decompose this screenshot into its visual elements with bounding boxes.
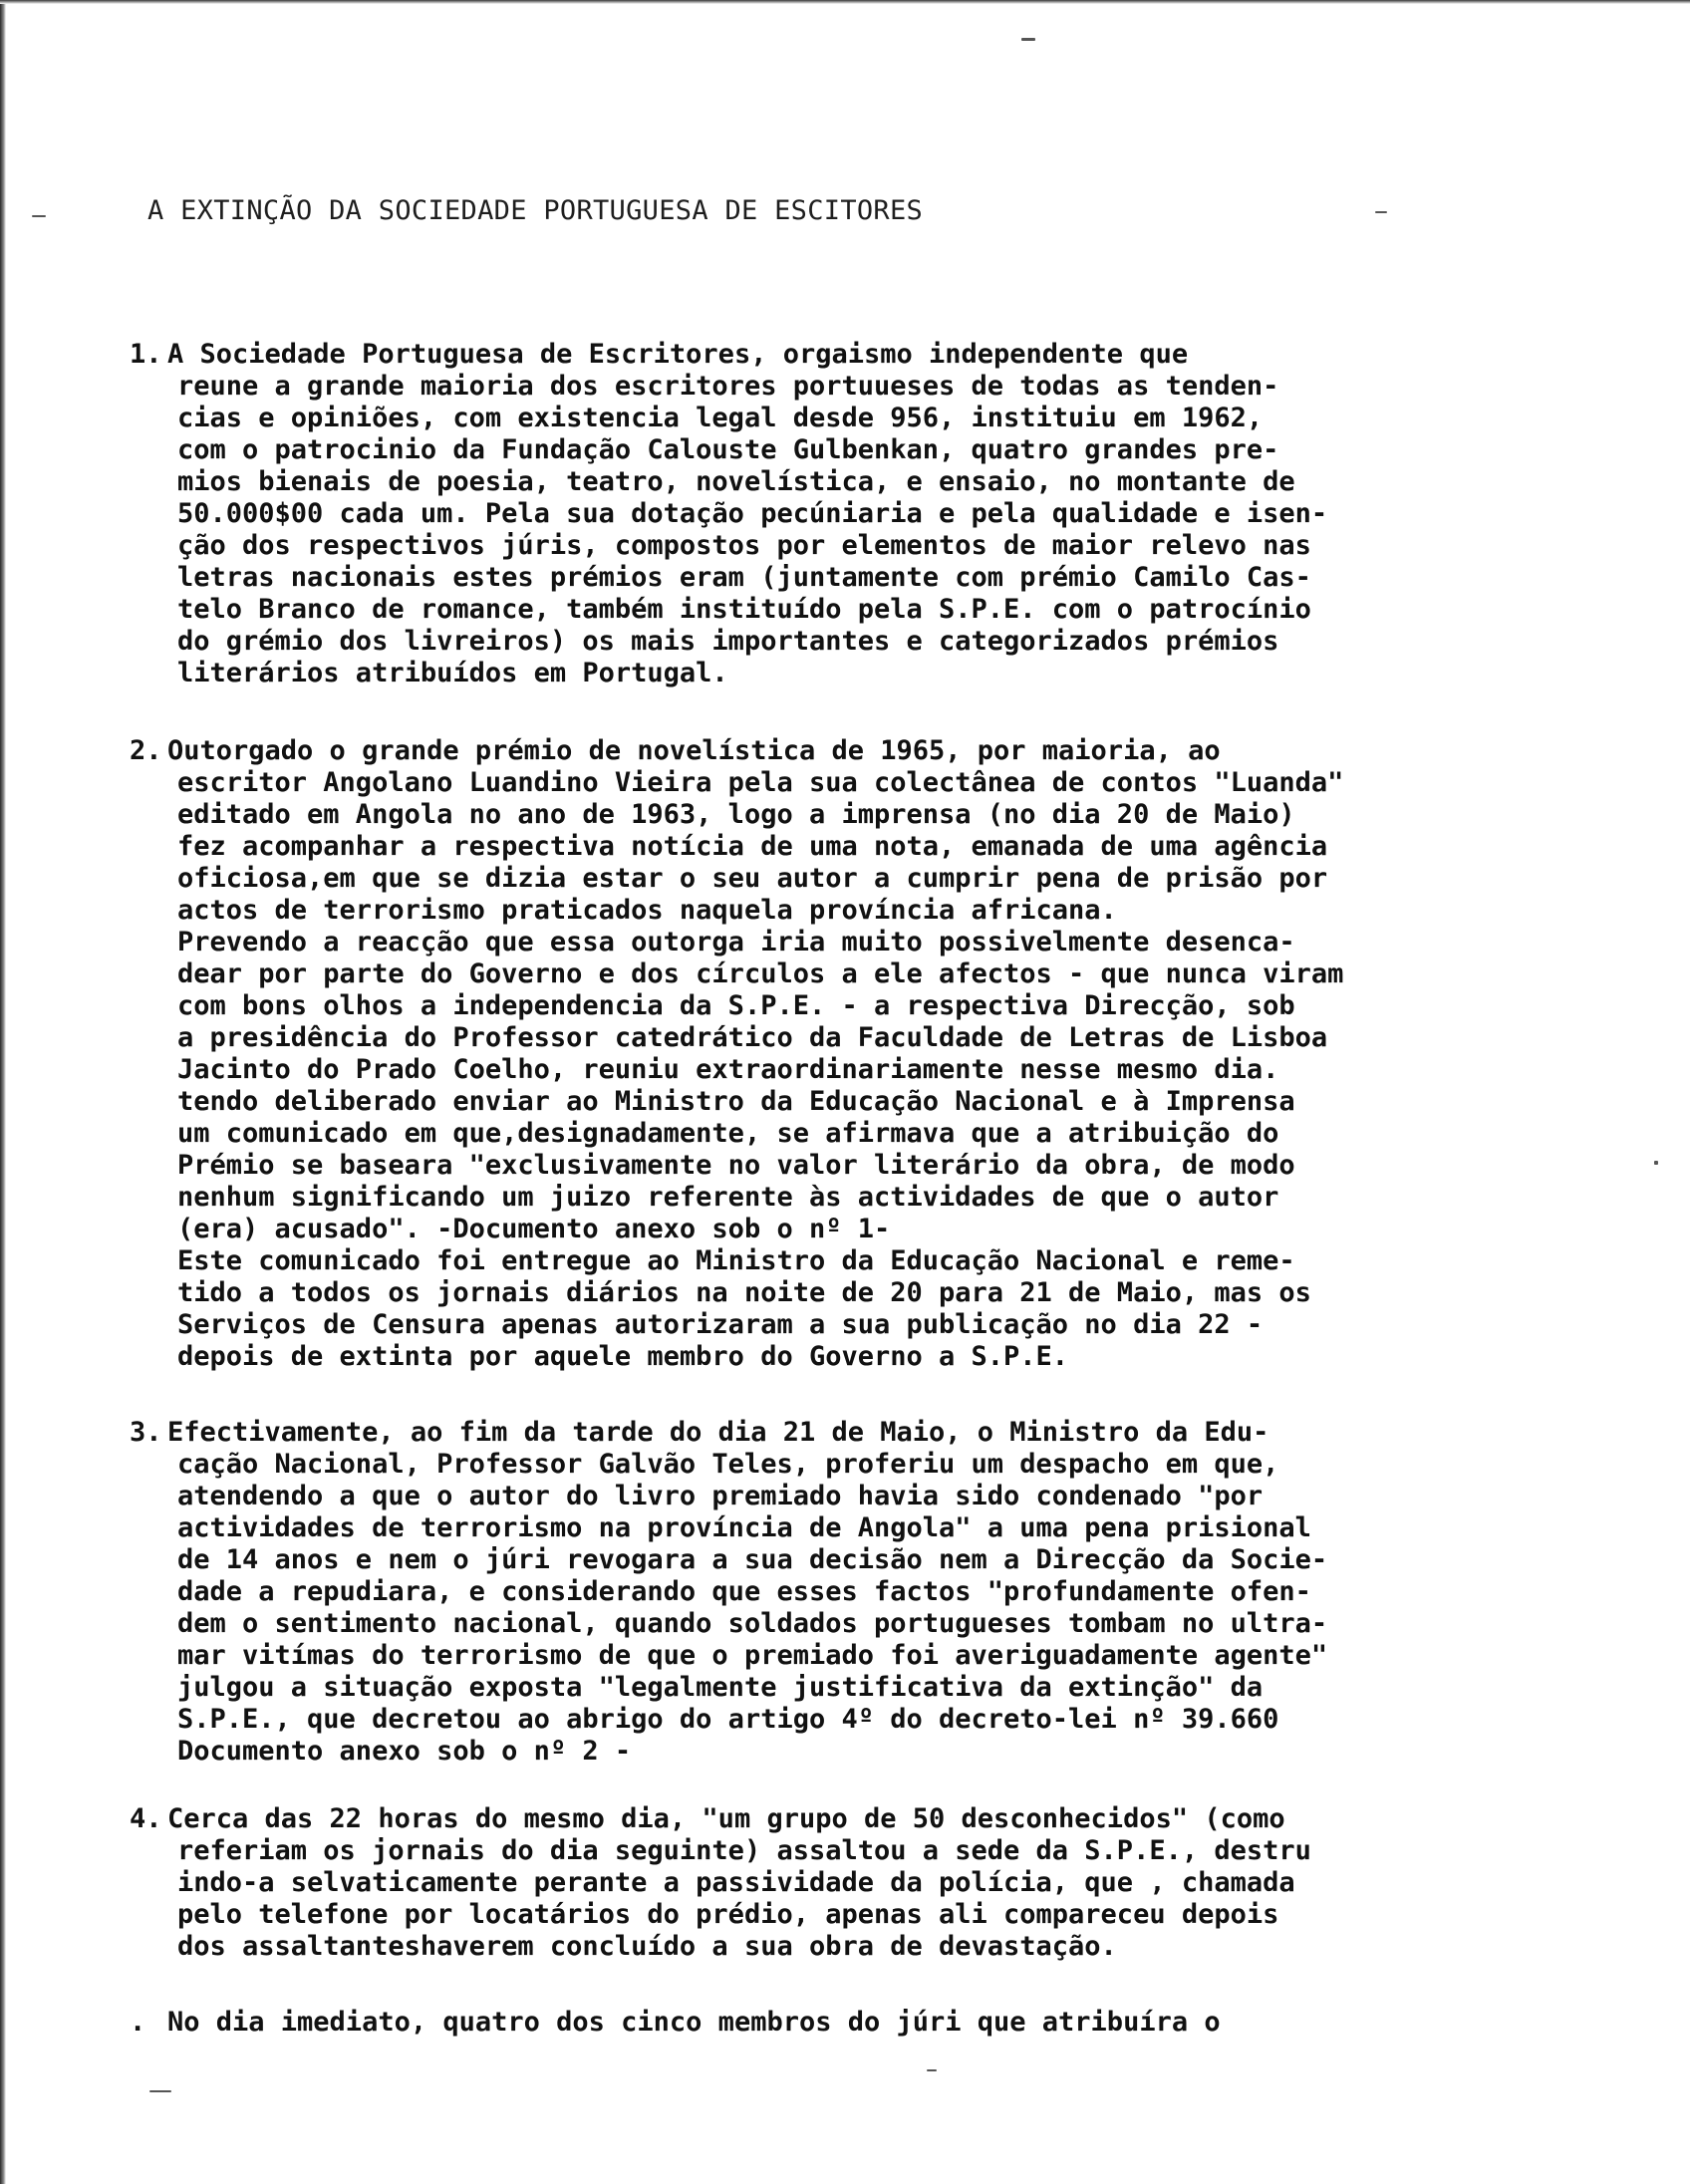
paragraph-1: [130, 339, 1624, 689]
paragraph-number: .: [130, 2007, 146, 2038]
text-line: telo Branco de romance, também instituído pela S.P.E. com o patrocínio: [177, 594, 1311, 625]
document-title: A EXTINÇÃO DA SOCIEDADE PORTUGUESA DE ESCITORES: [147, 195, 924, 226]
text-line: No dia imediato, quatro dos cinco membros do júri que atribuíra o: [167, 2007, 1221, 2038]
text-line: literários atribuídos em Portugal.: [177, 658, 728, 688]
text-line: do grémio dos livreiros) os mais importantes e categorizados prémios: [177, 626, 1279, 657]
paragraph-number: 4.: [130, 1803, 162, 1834]
scan-speck: [1021, 38, 1035, 41]
text-line: actos de terrorismo praticados naquela província africana.: [177, 895, 1117, 926]
text-line: dade a repudiara, e considerando que esses factos "profundamente ofen-: [177, 1576, 1311, 1607]
paragraph-2: [130, 735, 1624, 1373]
text-line: Cerca das 22 horas do mesmo dia, "um grupo de 50 desconhecidos" (como: [167, 1803, 1285, 1834]
text-line: julgou a situação exposta "legalmente justificativa da extinção" da: [177, 1672, 1264, 1703]
text-line: pelo telefone por locatários do prédio, apenas ali compareceu depois: [177, 1899, 1279, 1930]
scan-speck: [1375, 211, 1387, 213]
page-edge-top: [0, 0, 1690, 4]
text-line: A Sociedade Portuguesa de Escritores, orgaismo independente que: [167, 339, 1189, 370]
paragraph-number: 2.: [130, 735, 162, 766]
text-line: dos assaltanteshaverem concluído a sua obra de devastação.: [177, 1931, 1117, 1962]
text-line: Este comunicado foi entregue ao Ministro da Educação Nacional e reme-: [177, 1245, 1295, 1276]
text-line: referiam os jornais do dia seguinte) assaltou a sede da S.P.E., destru: [177, 1835, 1311, 1866]
text-line: fez acompanhar a respectiva notícia de uma nota, emanada de uma agência: [177, 831, 1328, 862]
paragraph-number: 1.: [130, 339, 162, 370]
scan-speck: [927, 2069, 937, 2071]
text-line: dear por parte do Governo e dos círculos a ele afectos - que nunca viram: [177, 958, 1344, 989]
text-line: tendo deliberado enviar ao Ministro da Educação Nacional e à Imprensa: [177, 1086, 1295, 1117]
text-line: actividades de terrorismo na província de Angola" a uma pena prisional: [177, 1512, 1311, 1543]
text-line: de 14 anos e nem o júri revogara a sua decisão nem a Direcção da Socie-: [177, 1544, 1328, 1575]
text-line: mar vitímas do terrorismo de que o premiado foi averiguadamente agente": [177, 1640, 1328, 1671]
text-line: Prevendo a reacção que essa outorga iria muito possivelmente desenca-: [177, 927, 1295, 957]
text-line: oficiosa,em que se dizia estar o seu autor a cumprir pena de prisão por: [177, 863, 1328, 894]
text-line: (era) acusado". -Documento anexo sob o nº 1-: [177, 1214, 891, 1244]
text-line: Outorgado o grande prémio de novelística de 1965, por maioria, ao: [167, 735, 1221, 766]
text-line: um comunicado em que,designadamente, se afirmava que a atribuição do: [177, 1118, 1279, 1149]
text-line: tido a todos os jornais diários na noite de 20 para 21 de Maio, mas os: [177, 1277, 1311, 1308]
text-line: Jacinto do Prado Coelho, reuniu extraordinariamente nesse mesmo dia.: [177, 1054, 1279, 1085]
text-line: 50.000$00 cada um. Pela sua dotação pecúniaria e pela qualidade e isen-: [177, 498, 1328, 529]
page-edge-shadow: [0, 0, 6, 2184]
text-line: escritor Angolano Luandino Vieira pela sua colectânea de contos "Luanda": [177, 767, 1344, 798]
text-line: cação Nacional, Professor Galvão Teles, proferiu um despacho em que,: [177, 1449, 1279, 1480]
scan-speck: [1654, 1161, 1658, 1165]
text-line: Documento anexo sob o nº 2 -: [177, 1736, 632, 1767]
text-line: indo-a selvaticamente perante a passividade da polícia, que , chamada: [177, 1867, 1295, 1898]
scan-speck: [149, 2090, 171, 2092]
text-line: Efectivamente, ao fim da tarde do dia 21 de Maio, o Ministro da Edu-: [167, 1417, 1269, 1448]
text-line: depois de extinta por aquele membro do Governo a S.P.E.: [177, 1341, 1069, 1372]
scan-speck: [32, 215, 46, 217]
text-line: com bons olhos a independencia da S.P.E. - a respectiva Direcção, sob: [177, 990, 1295, 1021]
paragraph-4: [130, 1803, 1624, 1963]
text-line: dem o sentimento nacional, quando soldados portugueses tombam no ultra-: [177, 1608, 1328, 1639]
text-line: cias e opiniões, com existencia legal desde 956, instituiu em 1962,: [177, 403, 1264, 433]
text-line: Prémio se baseara "exclusivamente no valor literário da obra, de modo: [177, 1150, 1295, 1181]
paragraph-5: [130, 2007, 1624, 2039]
text-line: ção dos respectivos júris, compostos por elementos de maior relevo nas: [177, 530, 1311, 561]
text-line: atendendo a que o autor do livro premiado havia sido condenado "por: [177, 1481, 1264, 1511]
text-line: reune a grande maioria dos escritores portuueses de todas as tenden-: [177, 371, 1279, 402]
text-line: a presidência do Professor catedrático da Faculdade de Letras de Lisboa: [177, 1022, 1328, 1053]
paragraph-3: [130, 1417, 1624, 1768]
text-line: mios bienais de poesia, teatro, novelística, e ensaio, no montante de: [177, 466, 1295, 497]
text-line: letras nacionais estes prémios eram (juntamente com prémio Camilo Cas-: [177, 562, 1311, 593]
text-line: Serviços de Censura apenas autorizaram a sua publicação no dia 22 -: [177, 1309, 1264, 1340]
text-line: editado em Angola no ano de 1963, logo a imprensa (no dia 20 de Maio): [177, 799, 1295, 830]
text-line: nenhum significando um juizo referente às actividades de que o autor: [177, 1182, 1279, 1213]
text-line: com o patrocinio da Fundação Calouste Gulbenkan, quatro grandes pre-: [177, 434, 1279, 465]
paragraph-number: 3.: [130, 1417, 162, 1448]
text-line: S.P.E., que decretou ao abrigo do artigo 4º do decreto-lei nº 39.660: [177, 1704, 1279, 1735]
